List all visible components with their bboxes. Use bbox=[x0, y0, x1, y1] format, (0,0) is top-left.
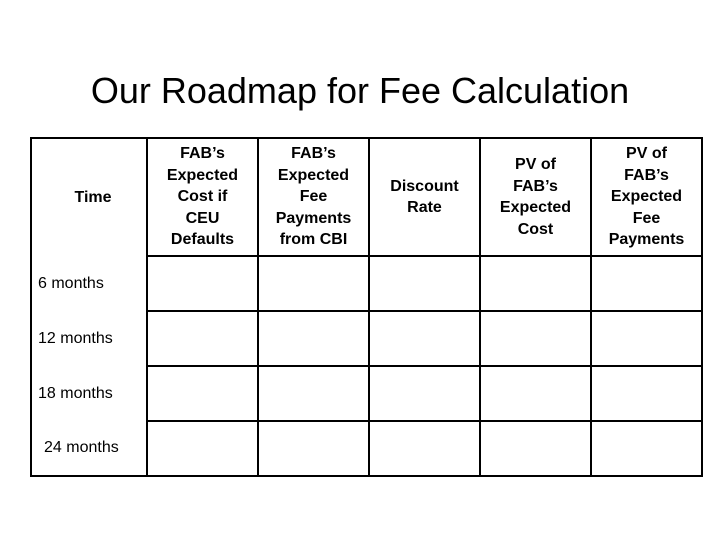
table-cell bbox=[591, 366, 702, 421]
header-expected-fee-payments bbox=[258, 138, 369, 256]
row-label: 18 months bbox=[31, 366, 147, 421]
roadmap-table bbox=[30, 137, 703, 477]
header-pv-expected-cost bbox=[480, 138, 591, 256]
table-cell bbox=[480, 421, 591, 476]
table-cell bbox=[369, 311, 480, 366]
header-label: FAB’s Expected Cost if CEU Defaults bbox=[166, 145, 239, 249]
table-cell bbox=[369, 256, 480, 311]
table-row bbox=[31, 366, 702, 421]
header-label: PV of FAB’s Expected Fee Payments bbox=[608, 145, 685, 249]
table-cell bbox=[480, 311, 591, 366]
row-label: 12 months bbox=[31, 311, 147, 366]
table-row bbox=[31, 256, 702, 311]
table-cell bbox=[147, 256, 258, 311]
header-discount-rate bbox=[369, 138, 480, 256]
row-label: 6 months bbox=[31, 256, 147, 311]
header-label: FAB’s Expected Fee Payments from CBI bbox=[275, 145, 352, 249]
table-cell bbox=[258, 256, 369, 311]
table-cell bbox=[480, 256, 591, 311]
header-time bbox=[31, 138, 147, 256]
table-cell bbox=[258, 311, 369, 366]
table-cell bbox=[369, 421, 480, 476]
table-cell bbox=[147, 366, 258, 421]
slide-title: Our Roadmap for Fee Calculation bbox=[90, 70, 630, 112]
header-expected-cost bbox=[147, 138, 258, 256]
table-cell bbox=[258, 366, 369, 421]
table-cell bbox=[147, 421, 258, 476]
row-label: 24 months bbox=[31, 421, 147, 476]
header-label: Time bbox=[74, 188, 112, 206]
table-cell bbox=[591, 256, 702, 311]
table-cell bbox=[369, 366, 480, 421]
table-cell bbox=[591, 421, 702, 476]
table-row bbox=[31, 421, 702, 476]
table-cell bbox=[258, 421, 369, 476]
header-label: PV of FAB’s Expected Cost bbox=[499, 156, 572, 238]
table-row bbox=[31, 311, 702, 366]
header-pv-expected-fee-payments bbox=[591, 138, 702, 256]
table-cell bbox=[147, 311, 258, 366]
table-cell bbox=[480, 366, 591, 421]
table-cell bbox=[591, 311, 702, 366]
header-label: Discount Rate bbox=[390, 177, 459, 216]
table-header-row bbox=[31, 138, 702, 256]
